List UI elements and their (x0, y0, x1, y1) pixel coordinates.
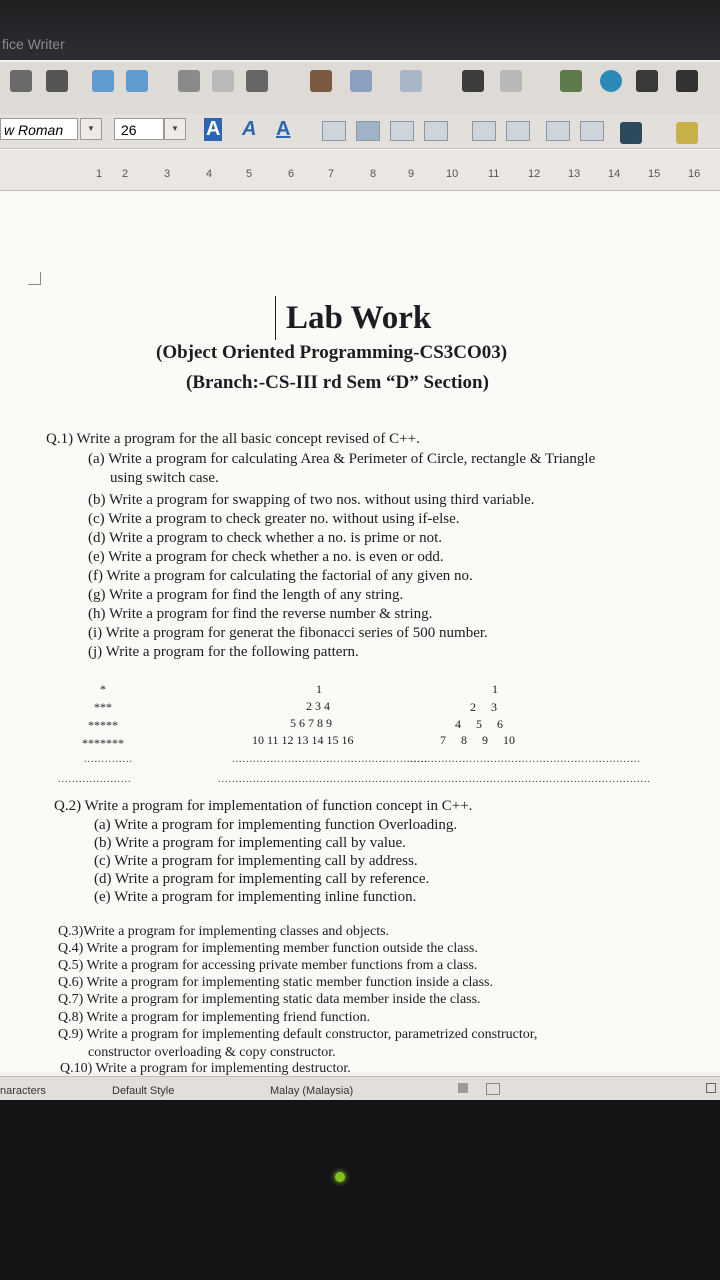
font-name-dropdown[interactable]: ▼ (80, 118, 102, 140)
ruler-mark: 12 (528, 168, 541, 180)
q2-item: (c) Write a program for implementing call by address. (94, 853, 418, 869)
font-name-box[interactable]: w Roman (0, 118, 78, 140)
q2-item: (a) Write a program for implementing function Overloading. (94, 817, 458, 833)
question-line: Q.5) Write a program for accessing private member functions from a class. (58, 958, 478, 973)
text-cursor (275, 296, 276, 340)
page-corner-marker (28, 272, 41, 285)
doc-subtitle-branch: (Branch:-CS-III rd Sem “D” Section) (186, 372, 489, 393)
doc-title: Lab Work (286, 300, 432, 336)
status-page-style[interactable]: Default Style (112, 1085, 175, 1097)
question-line: Q.7) Write a program for implementing static data member inside the class. (58, 992, 481, 1007)
triangle-pattern-row: 7 8 9 10 (440, 733, 515, 747)
doc-subtitle-course: (Object Oriented Programming-CS3CO03) (156, 342, 508, 363)
italic-icon[interactable]: A (242, 118, 257, 140)
number-pattern-row: 5 6 7 8 9 (290, 716, 332, 730)
status-bar (0, 1076, 720, 1101)
q1-item: (f) Write a program for calculating the factorial of any given no. (88, 568, 473, 584)
underline-icon[interactable]: A (276, 118, 291, 140)
font-size-dropdown[interactable]: ▼ (164, 118, 186, 140)
answer-dots: .................................................................. (410, 754, 641, 765)
monitor-bezel (0, 1100, 720, 1280)
status-language[interactable]: Malay (Malaysia) (270, 1085, 354, 1097)
answer-dots: .................................................................. (420, 774, 651, 785)
question-line: Q.3)Write a program for implementing classes and objects. (58, 924, 390, 939)
triangle-pattern-row: 1 (492, 682, 498, 696)
question-line: constructor overloading & copy constructor. (88, 1045, 336, 1060)
font-size-box[interactable]: 26 (114, 118, 164, 140)
question-line: Q.4) Write a program for implementing member function outside the class. (58, 941, 478, 956)
ruler-mark: 14 (608, 168, 621, 180)
q1-item: (e) Write a program for check whether a no. is even or odd. (88, 549, 444, 565)
q1-item: using switch case. (110, 470, 219, 486)
answer-dots: ..................... (58, 774, 132, 785)
q2-item: (e) Write a program for implementing inline function. (94, 889, 417, 905)
q2-item: (d) Write a program for implementing call by reference. (94, 871, 430, 887)
q1-item: (c) Write a program to check greater no. without using if-else. (88, 511, 460, 527)
ruler-mark: 9 (408, 168, 415, 180)
ruler-mark: 11 (488, 168, 500, 180)
ruler-mark: 16 (688, 168, 701, 180)
triangle-pattern-row: 4 5 6 (455, 717, 503, 731)
power-led-icon (335, 1172, 345, 1182)
zoom-icon[interactable] (706, 1083, 716, 1093)
q1-item: (d) Write a program to check whether a no. is prime or not. (88, 530, 443, 546)
ruler-mark: 6 (288, 168, 295, 180)
app-title: fice Writer (2, 36, 65, 52)
insert-mode-icon (458, 1083, 468, 1093)
star-pattern-row: ***** (88, 718, 118, 732)
ruler-mark: 2 (122, 168, 129, 180)
answer-dots: .......................................................... (218, 774, 421, 785)
q1-item: (a) Write a program for calculating Area & Perimeter of Circle, rectangle & Triangle (88, 451, 596, 467)
number-pattern-row: 10 11 12 13 14 15 16 (252, 733, 354, 747)
q1-heading: Q.1) Write a program for the all basic concept revised of C++. (46, 431, 420, 447)
ruler-mark: 3 (164, 168, 171, 180)
q1-item: (h) Write a program for find the reverse number & string. (88, 606, 433, 622)
star-pattern-row: *** (94, 700, 112, 714)
star-pattern-row: * (100, 682, 106, 696)
ruler-mark: 15 (648, 168, 661, 180)
ruler-mark: 7 (328, 168, 335, 180)
bold-icon[interactable]: A (206, 118, 221, 140)
q2-heading: Q.2) Write a program for implementation of function concept in C++. (54, 798, 473, 814)
q1-item: (i) Write a program for generat the fibonacci series of 500 number. (88, 625, 488, 641)
question-line: Q.10) Write a program for implementing destructor. (60, 1061, 351, 1076)
question-line: Q.9) Write a program for implementing default constructor, parametrized constructor, (58, 1027, 538, 1042)
number-pattern-row: 1 (316, 682, 322, 696)
ruler-mark: 4 (206, 168, 213, 180)
ruler-mark: 10 (446, 168, 459, 180)
answer-dots: ........................................................ (232, 754, 428, 765)
question-line: Q.6) Write a program for implementing static member function inside a class. (58, 975, 493, 990)
status-character-count: naracters (0, 1085, 46, 1097)
triangle-pattern-row: 2 3 (470, 700, 497, 714)
ruler-mark: 8 (370, 168, 377, 180)
star-pattern-row: ******* (82, 736, 124, 750)
ruler-mark: 13 (568, 168, 581, 180)
q2-item: (b) Write a program for implementing call by value. (94, 835, 406, 851)
q1-item: (b) Write a program for swapping of two nos. without using third variable. (88, 492, 535, 508)
q1-item: (j) Write a program for the following pattern. (88, 644, 359, 660)
document-modified-icon (486, 1083, 500, 1095)
answer-dots: .............. (84, 754, 133, 765)
question-line: Q.8) Write a program for implementing friend function. (58, 1010, 371, 1025)
number-pattern-row: 2 3 4 (306, 699, 330, 713)
ruler-mark: 5 (246, 168, 253, 180)
q1-item: (g) Write a program for find the length of any string. (88, 587, 404, 603)
ruler-mark: 1 (96, 168, 103, 180)
